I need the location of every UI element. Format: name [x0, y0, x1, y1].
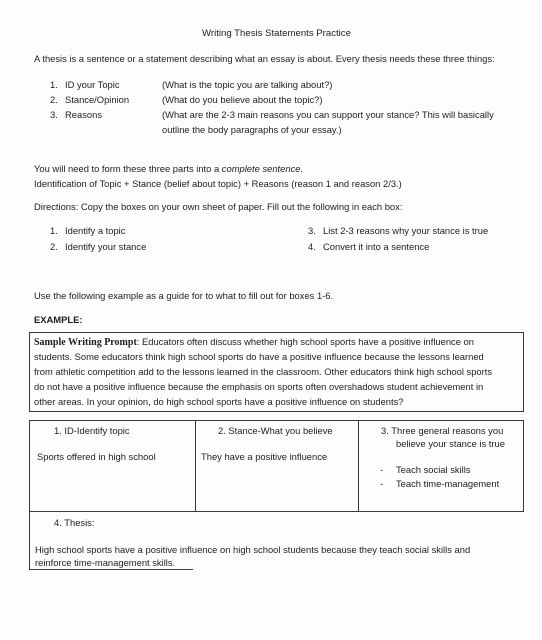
prompt-label: Sample Writing Prompt [34, 337, 137, 348]
box3-reason: Teach time-management [396, 478, 500, 489]
step-number: 4. [308, 241, 316, 252]
form-sentence-line [34, 162, 303, 175]
page-title: Writing Thesis Statements Practice [202, 28, 351, 39]
form-line-text: You will need to form these three parts into a [34, 163, 222, 174]
box4-heading: 4. Thesis: [54, 517, 95, 528]
intro-text: A thesis is a sentence or a statement describing what an essay is about. Every thesis needs these three things: [34, 53, 495, 64]
complete-sentence-emphasis: complete sentence. [221, 163, 304, 174]
thesis-box-left-border [29, 512, 30, 570]
prompt-line-1 [34, 335, 474, 349]
box1-heading: 1. ID-Identify topic [54, 425, 130, 436]
box3-reason: Teach social skills [396, 464, 471, 475]
part-number: 3. [50, 109, 58, 120]
prompt-line: students. Some educators think high school sports do have a positive influence because the lessons learned [34, 351, 484, 362]
example-heading: EXAMPLE: [34, 314, 83, 325]
box-divider [195, 420, 196, 512]
thesis-box-bottom-border [29, 569, 193, 570]
step-convert-sentence: Convert it into a sentence [323, 241, 430, 252]
part-number: 1. [50, 79, 58, 90]
step-list-reasons: List 2-3 reasons why your stance is true [323, 225, 489, 236]
part-desc-stance: (What do you believe about the topic?) [162, 94, 323, 105]
box3-heading: 3. Three general reasons you [381, 425, 504, 436]
prompt-line: other areas. In your opinion, do high school sports have a positive influence on students? [34, 396, 404, 407]
step-number: 1. [50, 225, 58, 236]
prompt-line: from athletic competition add to the lessons learned in the classroom. Other educators think high school sports [34, 366, 493, 377]
step-identify-stance: Identify your stance [65, 241, 147, 252]
formula-line: Identification of Topic + Stance (belief about topic) + Reasons (reason 1 and reason 2/3.) [34, 178, 402, 189]
box2-heading: 2. Stance-What you believe [218, 425, 333, 436]
step-number: 2. [50, 241, 58, 252]
thesis-line: reinforce time-management skills. [35, 557, 176, 568]
box-divider [358, 420, 359, 512]
guide-text: Use the following example as a guide for to what to fill out for boxes 1-6. [34, 290, 334, 301]
bullet-dash: - [380, 464, 384, 475]
prompt-text: : Educators often discuss whether high school sports have a positive influence on [136, 336, 474, 347]
step-identify-topic: Identify a topic [65, 225, 126, 236]
box2-answer: They have a positive influence [201, 451, 328, 462]
directions: Directions: Copy the boxes on your own sheet of paper. Fill out the following in each box: [34, 201, 403, 212]
thesis-line: High school sports have a positive influence on high school students because they teach social skills and [35, 544, 471, 555]
box1-answer: Sports offered in high school [37, 451, 156, 462]
part-label-stance: Stance/Opinion [65, 94, 130, 105]
bullet-dash: - [380, 478, 384, 489]
part-desc-reasons-cont: outline the body paragraphs of your essay.) [162, 124, 342, 135]
part-label-topic: ID your Topic [65, 79, 120, 90]
prompt-line: do not have a positive influence because the emphasis on sports often overshadows student achievement in [34, 381, 484, 392]
part-label-reasons: Reasons [65, 109, 103, 120]
part-desc-topic: (What is the topic you are talking about?) [162, 79, 333, 90]
box3-heading-cont: believe your stance is true [396, 438, 505, 449]
step-number: 3. [308, 225, 316, 236]
part-desc-reasons: (What are the 2-3 main reasons you can support your stance? This will basically [162, 109, 494, 120]
part-number: 2. [50, 94, 58, 105]
